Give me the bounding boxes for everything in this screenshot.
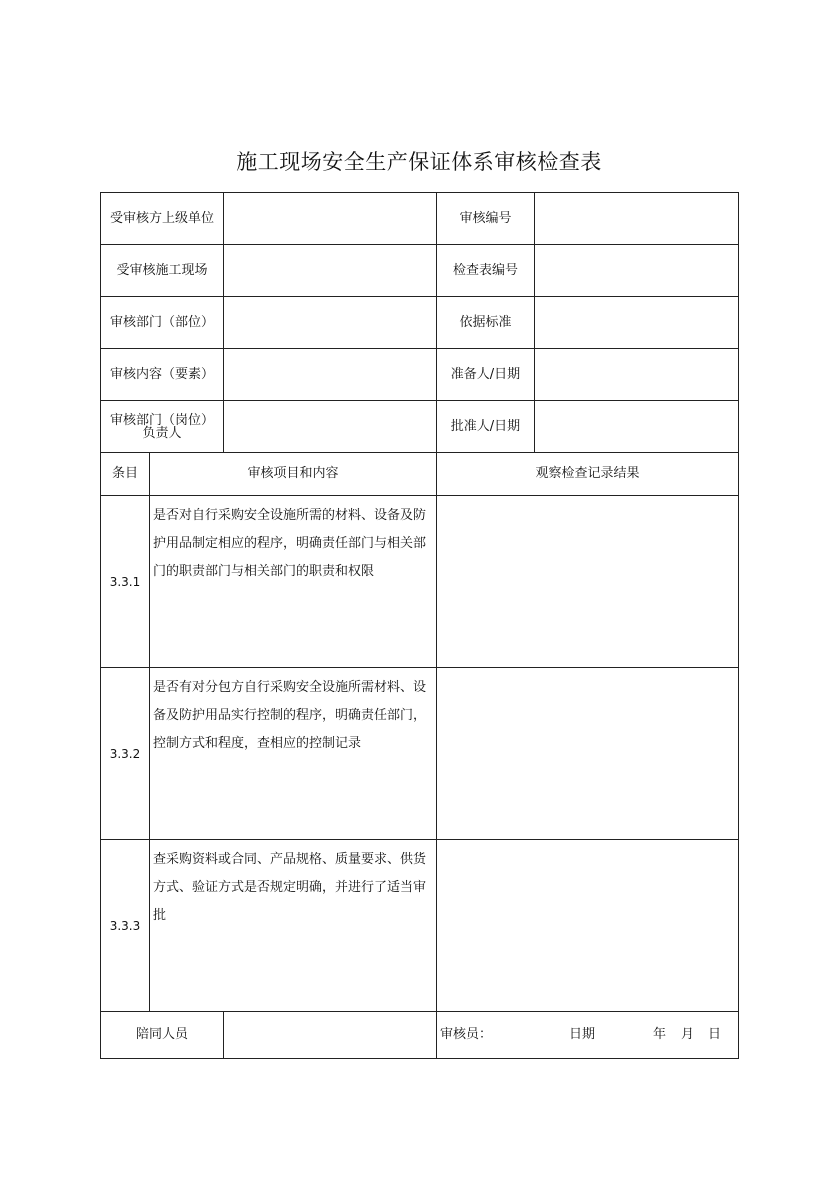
item-content: 是否对自行采购安全设施所需的材料、设备及防护用品制定相应的程序，明确责任部门与相关部门的职责部门与相关部门的职责和权限 [150,496,437,668]
value-audit-dept[interactable] [224,297,437,349]
value-accompany[interactable] [224,1012,437,1059]
item-content: 是否有对分包方自行采购安全设施所需材料、设备及防护用品实行控制的程序，明确责任部门，控制方式和程度，查相应的控制记录 [150,668,437,840]
value-audit-content[interactable] [224,349,437,401]
column-header-result: 观察检查记录结果 [437,453,739,496]
item-result[interactable] [437,668,739,840]
value-site[interactable] [224,245,437,297]
value-checklist-number[interactable] [535,245,739,297]
label-accompany: 陪同人员 [101,1012,224,1059]
label-dept-head: 审核部门（岗位）负责人 [101,401,224,453]
label-checklist-number: 检查表编号 [437,245,535,297]
value-audit-number[interactable] [535,193,739,245]
label-approver-date: 批准人/日期 [437,401,535,453]
value-approver-date[interactable] [535,401,739,453]
label-audit-dept: 审核部门（部位） [101,297,224,349]
date-label: 日期 [569,1027,596,1042]
label-standard: 依据标准 [437,297,535,349]
column-header-item: 条目 [101,453,150,496]
value-preparer-date[interactable] [535,349,739,401]
label-audit-number: 审核编号 [437,193,535,245]
item-id: 3.3.2 [101,668,150,840]
label-site: 受审核施工现场 [101,245,224,297]
item-content: 查采购资料或合同、产品规格、质量要求、供货方式、验证方式是否规定明确，并进行了适当审批 [150,840,437,1012]
audit-table [100,192,739,1059]
item-result[interactable] [437,840,739,1012]
month-label: 月 [681,1027,695,1042]
item-result[interactable] [437,496,739,668]
auditor-signature-cell[interactable] [437,1012,739,1059]
value-superior-unit[interactable] [224,193,437,245]
item-id: 3.3.1 [101,496,150,668]
label-audit-content: 审核内容（要素） [101,349,224,401]
label-preparer-date: 准备人/日期 [437,349,535,401]
day-label: 日 [708,1027,722,1042]
column-header-content: 审核项目和内容 [150,453,437,496]
label-superior-unit: 受审核方上级单位 [101,193,224,245]
value-dept-head[interactable] [224,401,437,453]
auditor-label: 审核员： [440,1027,493,1042]
page-title: 施工现场安全生产保证体系审核检查表 [236,150,602,174]
item-id: 3.3.3 [101,840,150,1012]
year-label: 年 [653,1027,667,1042]
value-standard[interactable] [535,297,739,349]
